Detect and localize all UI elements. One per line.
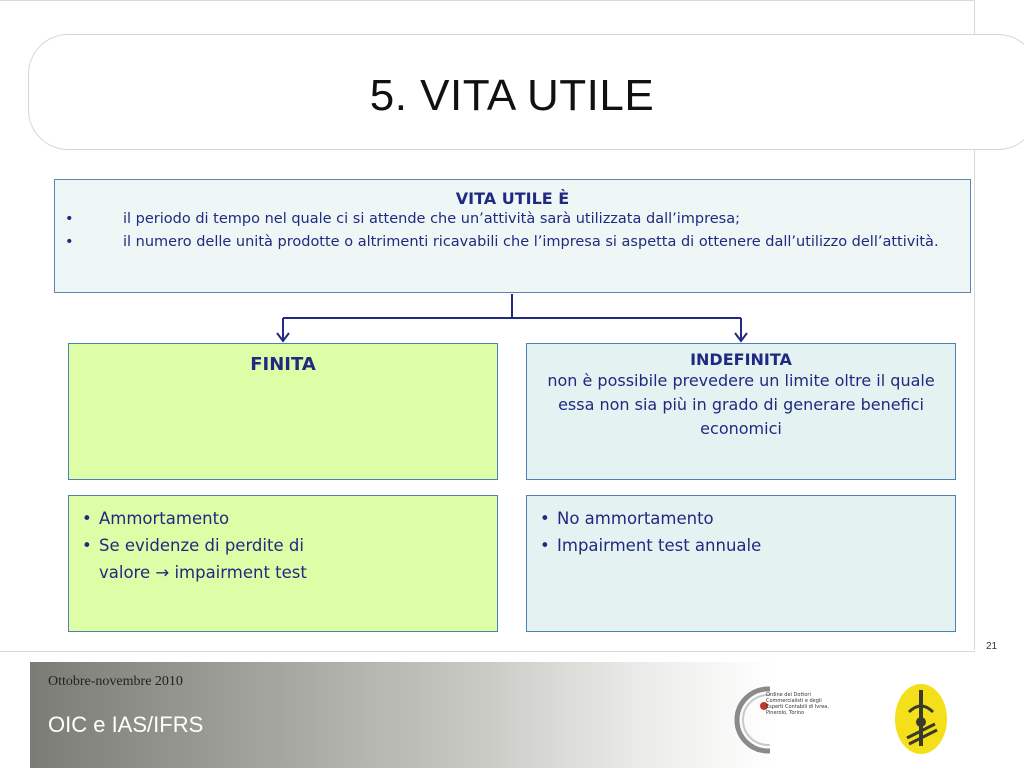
emblem-logo-icon (893, 682, 949, 756)
finita-box (68, 343, 498, 480)
indefinita-title: INDEFINITA (690, 350, 792, 369)
definition-heading: VITA UTILE È (455, 189, 570, 208)
bullet-icon: • (65, 234, 74, 250)
indefinita-description: non è possibile prevedere un limite oltre il quale essa non sia più in grado di generare benefici economici (547, 371, 935, 438)
indefinita-box (526, 343, 956, 480)
slide-title: 5. VITA UTILE (369, 71, 655, 120)
finita-title: FINITA (250, 354, 316, 375)
bullet-icon: • (540, 536, 550, 555)
bullet-icon: • (65, 211, 74, 227)
odcec-logo-icon (734, 684, 770, 756)
odcec-logo-text: Ordine dei Dottori Commercialisti e degli Esperti Contabili di Ivrea, Pinerolo, Torino (766, 692, 829, 716)
finita-list (69, 505, 497, 586)
footer-date: Ottobre-novembre 2010 (48, 674, 183, 689)
list-item-continuation (69, 559, 497, 586)
bullet-icon: • (540, 509, 550, 528)
slide-number: 21 (986, 641, 998, 652)
list-item-text: Impairment test annuale (557, 536, 762, 555)
indefinita-list-box (526, 495, 956, 632)
list-item (69, 505, 497, 532)
definition-bullet-1-text: il periodo di tempo nel quale ci si attende che un’attività sarà utilizzata dall’impresa; (123, 211, 740, 227)
bullet-icon: • (82, 536, 92, 555)
bullet-icon: • (82, 509, 92, 528)
list-item (527, 532, 955, 559)
list-item (69, 532, 497, 559)
list-item-text: valore → impairment test (99, 563, 307, 582)
definition-bullet-2-text: il numero delle unità prodotte o altrimenti ricavabili che l’impresa si aspetta di ottenere dall’utilizzo dell’attività. (123, 234, 939, 250)
list-item-text: Ammortamento (99, 509, 230, 528)
list-item-text: No ammortamento (557, 509, 714, 528)
indefinita-list (527, 505, 955, 559)
list-item (527, 505, 955, 532)
list-item-text: Se evidenze di perdite di (99, 536, 304, 555)
finita-list-box (68, 495, 498, 632)
footer-name: OIC e IAS/IFRS (48, 712, 204, 737)
